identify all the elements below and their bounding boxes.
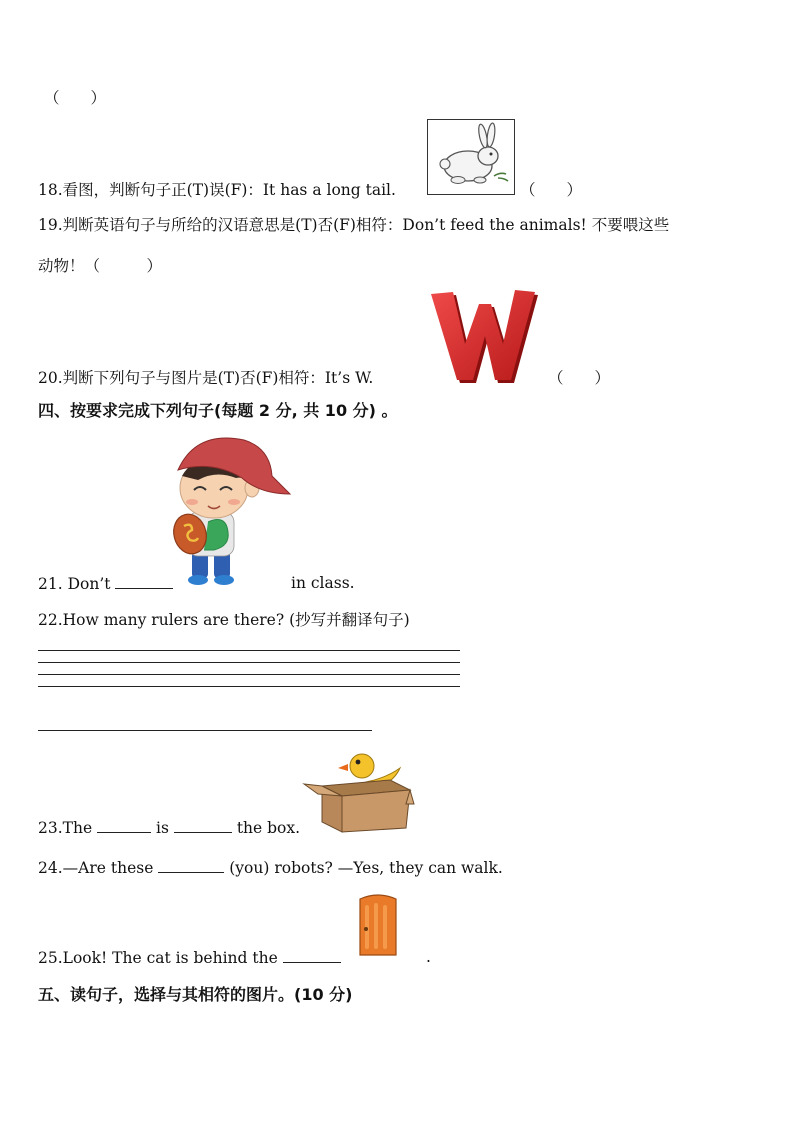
door-image <box>356 893 400 957</box>
question-23-suffix: the box. <box>236 819 301 837</box>
writing-line-2[interactable] <box>38 662 460 663</box>
translation-line[interactable] <box>38 730 372 731</box>
question-22-text: 22.How many rulers are there? (抄写并翻译句子) <box>38 611 410 629</box>
question-25-prefix: 25.Look! The cat is behind the <box>38 949 278 967</box>
duck-in-box-image <box>302 746 416 834</box>
section-4-title: 四、按要求完成下列句子(每题 2 分, 共 10 分) 。 <box>38 401 398 420</box>
question-18 <box>38 178 396 200</box>
question-18-text: 18.看图，判断句子正(T)误(F)：It has a long tail. <box>38 181 396 199</box>
rabbit-icon <box>428 120 514 194</box>
question-23-blank-1[interactable] <box>97 818 151 833</box>
question-24 <box>38 858 503 877</box>
question-24-middle: (you) robots? —Yes, they can walk. <box>229 859 503 877</box>
question-20-answer-paren[interactable]: （ ） <box>548 369 611 387</box>
question-21-suffix: in class. <box>291 574 355 592</box>
q17-answer-paren[interactable]: （ ） <box>44 89 107 107</box>
question-21-prefix: 21. Don’t <box>38 575 111 593</box>
boy-eating-icon <box>168 430 294 588</box>
question-25 <box>38 948 341 967</box>
rabbit-image <box>427 119 515 195</box>
duck-in-box-icon <box>302 746 416 834</box>
letter-w-image <box>425 284 539 384</box>
boy-eating-image <box>168 430 294 588</box>
question-24-blank[interactable] <box>158 858 224 873</box>
question-20-text: 20.判断下列句子与图片是(T)否(F)相符：It’s W. <box>38 369 374 387</box>
question-25-suffix: . <box>426 948 431 966</box>
question-21-blank[interactable] <box>115 574 173 589</box>
door-icon <box>356 893 400 957</box>
question-23 <box>38 818 300 837</box>
section-5-title: 五、读句子，选择与其相符的图片。(10 分) <box>38 985 353 1004</box>
question-23-middle: is <box>156 819 169 837</box>
writing-line-1[interactable] <box>38 650 460 651</box>
writing-line-3[interactable] <box>38 674 460 675</box>
question-24-prefix: 24.—Are these <box>38 859 154 877</box>
question-21 <box>38 574 173 593</box>
question-23-blank-2[interactable] <box>174 818 232 833</box>
question-23-prefix: 23.The <box>38 819 93 837</box>
question-19-line1: 19.判断英语句子与所给的汉语意思是(T)否(F)相符：Don’t feed the animals! 不要喂这些 <box>38 216 670 234</box>
letter-w-icon <box>425 284 539 384</box>
question-18-answer-paren[interactable]: （ ） <box>520 181 583 199</box>
question-19-line2: 动物！（ ） <box>38 257 163 275</box>
question-25-blank[interactable] <box>283 948 341 963</box>
writing-line-4[interactable] <box>38 686 460 687</box>
